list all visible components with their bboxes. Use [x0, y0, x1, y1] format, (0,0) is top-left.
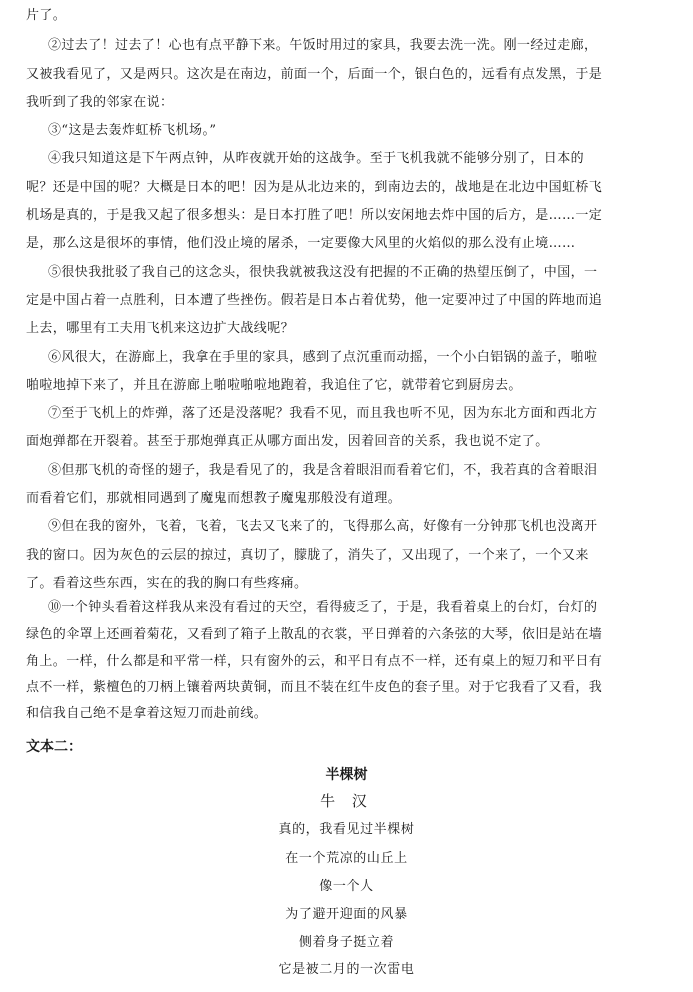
prose-line: ⑦至于飞机上的炸弹，落了还是没落呢？我看不见，而且我也听不见，因为东北方面和西北方	[48, 406, 598, 421]
prose-line: 是，那么这是很坏的事情，他们没止境的屠杀，一定要像大风里的火焰似的那么没有止境……	[26, 236, 576, 251]
prose-line: 啪啦地掉下来了，并且在游廊上啪啦啪啦地跑着，我追住了它，就带着它到厨房去。	[26, 378, 522, 393]
prose-line: 又被我看见了，又是两只。这次是在南边，前面一个，后面一个，银白色的，远看有点发黑，于是	[26, 67, 603, 82]
prose-line: ③“这是去轰炸虹桥飞机场。”	[48, 123, 217, 138]
poem-line: 侧着身子挺立着	[298, 935, 395, 950]
section-heading-text-two: 文本二：	[26, 739, 82, 755]
prose-line: ⑤很快我批驳了我自己的这念头，很快我就被我这没有把握的不正确的热望压倒了，中国，一	[48, 265, 598, 280]
prose-line: 上去，哪里有工夫用飞机来这边扩大战线呢？	[26, 321, 295, 336]
poem-line: 在一个荒凉的山丘上	[285, 851, 408, 866]
prose-line: 我的窗口。因为灰色的云层的掠过，真切了，朦胧了，消失了，又出现了，一个来了，一个又来	[26, 548, 589, 563]
prose-line: 了。看着这些东西，实在的我的胸口有些疼痛。	[26, 576, 308, 591]
prose-line: 片了。	[26, 8, 67, 23]
prose-line: 点不一样，紫檀色的刀柄上镶着两块黄铜，而且不装在红牛皮色的套子里。对于它我看了又看，我	[26, 680, 603, 695]
prose-line: 我听到了我的邻家在说：	[26, 95, 174, 110]
poem-author: 牛 汉	[320, 792, 373, 810]
prose-line: 而看着它们，那就相同遇到了魔鬼而想教子魔鬼那般没有道理。	[26, 491, 402, 506]
prose-line: 绿色的伞罩上还画着菊花，又看到了箱子上散乱的衣裳，平日弹着的六条弦的大琴，依旧是站在墙	[26, 627, 603, 642]
prose-line: 机场是真的，于是我又起了很多想头：是日本打胜了吧！所以安闲地去炸中国的后方，是……一定	[26, 208, 603, 223]
poem-line: 真的，我看见过半棵树	[278, 822, 415, 837]
prose-line: ⑨但在我的窗外，飞着，飞着，飞去又飞来了的，飞得那么高，好像有一分钟那飞机也没离开	[48, 519, 598, 534]
poem-title: 半棵树	[325, 767, 368, 783]
poem-line: 它是被二月的一次雷电	[278, 962, 415, 977]
prose-line: ⑧但那飞机的奇怪的翅子，我是看见了的，我是含着眼泪而看着它们，不，我若真的含着眼泪	[48, 463, 598, 478]
prose-line: ②过去了！过去了！心也有点平静下来。午饭时用过的家具，我要去洗一洗。刚一经过走廊，	[48, 38, 598, 53]
prose-line: ④我只知道这是下午两点钟，从昨夜就开始的这战争。至于飞机我就不能够分别了，日本的	[48, 151, 585, 166]
prose-line: 呢？还是中国的呢？大概是日本的吧！因为是从北边来的，到南边去的，战地是在北边中国虹桥飞	[26, 180, 603, 195]
prose-line: 和信我自己绝不是拿着这短刀而赴前线。	[26, 706, 268, 721]
prose-line: ⑩一个钟头看着这样我从来没有看过的天空，看得疲乏了，于是，我看着桌上的台灯，台灯的	[48, 600, 598, 615]
poem-line: 为了避开迎面的风暴	[285, 907, 408, 922]
prose-line: 面炮弹都在开裂着。甚至于那炮弹真正从哪方面出发，因着回音的关系，我也说不定了。	[26, 434, 549, 449]
poem-line: 像一个人	[319, 879, 374, 894]
prose-line: ⑥风很大，在游廊上，我拿在手里的家具，感到了点沉重而动摇，一个小白铝锅的盖子，啪啦	[48, 350, 598, 365]
prose-line: 定是中国占着一点胜利，日本遭了些挫伤。假若是日本占着优势，他一定要冲过了中国的阵地而追	[26, 293, 603, 308]
prose-line: 角上。一样，什么都是和平常一样，只有窗外的云，和平日有点不一样，还有桌上的短刀和平日有	[26, 654, 603, 669]
